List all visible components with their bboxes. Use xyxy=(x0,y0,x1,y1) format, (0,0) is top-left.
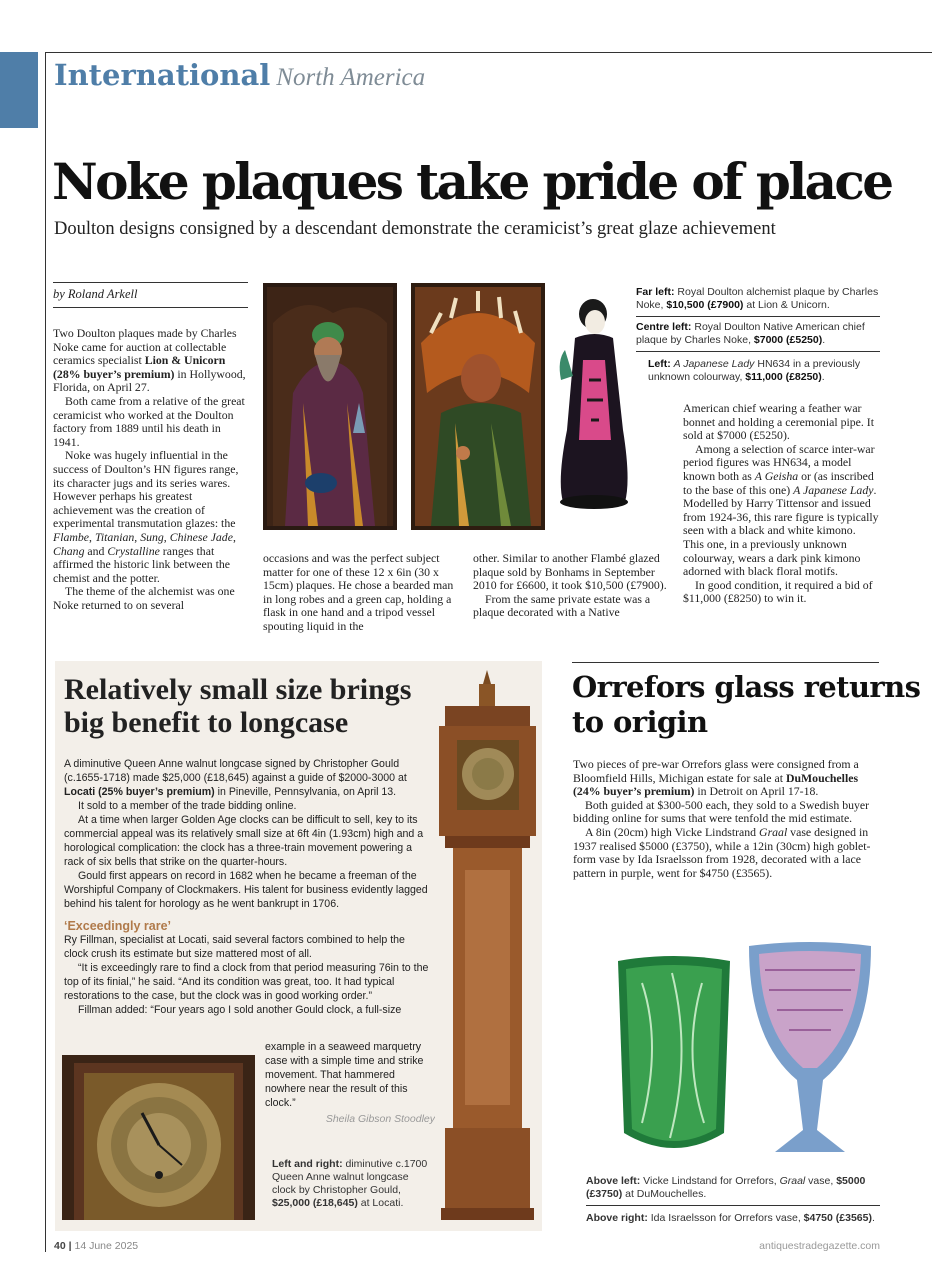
paragraph: From the same private estate was a plaque decorated with a Native xyxy=(473,591,651,620)
site-url: antiquestradegazette.com xyxy=(759,1240,880,1252)
paragraph: American chief wearing a feather war bonnet and holding a ceremonial pipe. It sold at $7000 (£5250). xyxy=(683,401,874,443)
section-header xyxy=(54,58,425,92)
longcase-headline: Relatively small size brings big benefit to longcase xyxy=(64,673,412,739)
paragraph: other. Similar to another Flambé glazed plaque sold by Bonhams in September 2010 for £6600, it took $10,500 (£7900). xyxy=(473,551,667,593)
byline: by Roland Arkell xyxy=(53,282,248,308)
article-column-3 xyxy=(473,552,669,620)
top-rule xyxy=(45,52,932,53)
paragraph: A diminutive Queen Anne walnut longcase signed by Christopher Gould (c.1655-1718) made $25,000 (£18,645) against a guide of $2000-3000 at Locati (25% buyer’s premium) in Pineville, Pennsylvania, on April 13. xyxy=(64,758,407,798)
orrefors-headline: Orrefors glass returns to origin xyxy=(572,670,921,739)
paragraph: occasions and was the perfect subject matter for one of these 12 x 6in (30 x 15cm) plaques. He chose a bearded man in long robes and a green cap, holding a flask in one hand and a tripod vessel spouting liquid in the xyxy=(263,551,454,633)
orrefors-caption-left: Above left: Vicke Lindstand for Orrefors, Graal vase, $5000 (£3750) at DuMouchelles. xyxy=(586,1175,866,1200)
orrefors-rule xyxy=(572,662,879,663)
left-rule xyxy=(45,52,46,1252)
caption-far-left: Far left: Royal Doulton alchemist plaque by Charles Noke, $10,500 (£7900) at Lion & Unicorn. xyxy=(636,286,879,311)
paragraph: Fillman added: “Four years ago I sold another Gould clock, a full-size xyxy=(78,1004,402,1016)
japanese-lady-figure-image xyxy=(553,290,635,516)
main-headline: Noke plaques take pride of place xyxy=(52,152,892,211)
paragraph: In good condition, it required a bid of $11,000 (£8250) to win it. xyxy=(683,577,873,606)
native-chief-plaque-image xyxy=(411,283,545,530)
longcase-caption: Left and right: diminutive c.1700 Queen Anne walnut longcase clock by Christopher Gould, $25,000 (£18,645) at Locati. xyxy=(272,1158,428,1209)
alchemist-plaque-image xyxy=(263,283,397,530)
paragraph: Two Doulton plaques made by Charles Noke came for auction at collectable ceramics specialist Lion & Unicorn (28% buyer’s premium) in Hollywood, Florida, on April 27. xyxy=(53,326,246,395)
caption-divider xyxy=(586,1205,880,1206)
longcase-clock-image xyxy=(435,670,540,1220)
orrefors-caption-right: Above right: Ida Israelsson for Orrefors vase, $4750 (£3565). xyxy=(586,1212,875,1224)
longcase-body-tail xyxy=(265,1040,435,1110)
standfirst: Doulton designs consigned by a descendant demonstrate the ceramicist’s great glaze achievement xyxy=(54,219,776,239)
page-number: 40 xyxy=(54,1240,66,1252)
paragraph: example in a seaweed marquetry case with a simple time and strike movement. That hammered nowhere near the result of this clock.” xyxy=(265,1041,424,1109)
longcase-subhead: ‘Exceedingly rare’ xyxy=(64,919,172,933)
article-column-2 xyxy=(263,552,459,634)
article-column-4 xyxy=(683,402,879,606)
article-column-1 xyxy=(53,327,249,612)
paragraph: At a time when larger Golden Age clocks can be difficult to sell, key to its commercial appeal was its relatively small size at 6ft 4in (1.93cm) high and a horological complication: the clock has a three-train movement powering a rack of six bells that strike on the quarter-hours. xyxy=(64,814,424,868)
orrefors-body xyxy=(573,758,880,880)
paragraph: Both came from a relative of the great ceramicist who worked at the Doulton factory from 1889 until his death in 1941. xyxy=(53,393,245,449)
paragraph: Two pieces of pre-war Orrefors glass were consigned from a Bloomfield Hills, Michigan estate for sale at DuMouchelles (24% buyer’s premium) in Detroit on April 17-18. xyxy=(573,757,859,799)
paragraph: The theme of the alchemist was one Noke returned to on several xyxy=(53,584,235,612)
graal-vase-image xyxy=(612,953,736,1158)
israelsson-vase-image xyxy=(745,940,875,1160)
caption-centre-left: Centre left: Royal Doulton Native American chief plaque by Charles Noke, $7000 (£5250). xyxy=(636,321,865,346)
caption-divider xyxy=(636,351,880,352)
paragraph: Noke was hugely influential in the success of Doulton’s HN figures range, its character jugs and its series wares. However perhaps his greatest achievement was the creation of experimental transmutation glazes: the Flambe, Titanian, Sung, Chinese Jade, Chang and Crystalline ranges that affirmed the historic link between the chemist and the potter. xyxy=(53,448,239,585)
paragraph: Ry Fillman, specialist at Locati, said several factors combined to help the clock crush its estimate but size mattered most of all. xyxy=(64,934,405,960)
clock-dial-image xyxy=(62,1055,255,1220)
paragraph: A 8in (20cm) high Vicke Lindstrand Graal vase designed in 1937 realised $5000 (£3750), while a 12in (30cm) high goblet-form vase by Ida Israelsson from 1928, decorated with a lace pattern in purple, went for $4750 (£3565). xyxy=(573,824,871,880)
page-footer: 40 | 14 June 2025 xyxy=(54,1240,139,1252)
paragraph: Both guided at $300-500 each, they sold to a Swedish buyer bidding online for sums that were tenfold the mid estimate. xyxy=(573,797,870,826)
paragraph: Gould first appears on record in 1682 when he became a freeman of the Worshipful Company of Clockmakers. His talent for business evidently lagged behind his talent for horology as he went bankrupt in 1706. xyxy=(64,870,428,910)
caption-divider xyxy=(636,316,880,317)
paragraph: It sold to a member of the trade bidding online. xyxy=(78,800,297,812)
paragraph: “It is exceedingly rare to find a clock from that period measuring 76in to the top of its finial,” he said. “And its condition was great, too. It had typical restorations to the case, but the clock was in good working order.” xyxy=(64,962,429,1002)
section-subtitle: North America xyxy=(276,64,426,91)
longcase-byline: Sheila Gibson Stoodley xyxy=(325,1113,435,1125)
longcase-body xyxy=(64,757,430,1017)
section-tab xyxy=(0,52,38,128)
issue-date: 14 June 2025 xyxy=(74,1240,139,1252)
paragraph: Among a selection of scarce inter-war period figures was HN634, a model known both as A Geisha or (as inscribed to the base of this one) A Japanese Lady. Modelled by Harry Tittensor and issued from 1924-36, this rare figure is typically seen with a black and white kimono. This one, in a previously unknown colourway, wears a dark pink kimono adorned with black floral motifs. xyxy=(683,441,879,579)
caption-left: Left: A Japanese Lady HN634 in a previously unknown colourway, $11,000 (£8250). xyxy=(648,358,861,383)
section-title: International xyxy=(54,58,271,92)
